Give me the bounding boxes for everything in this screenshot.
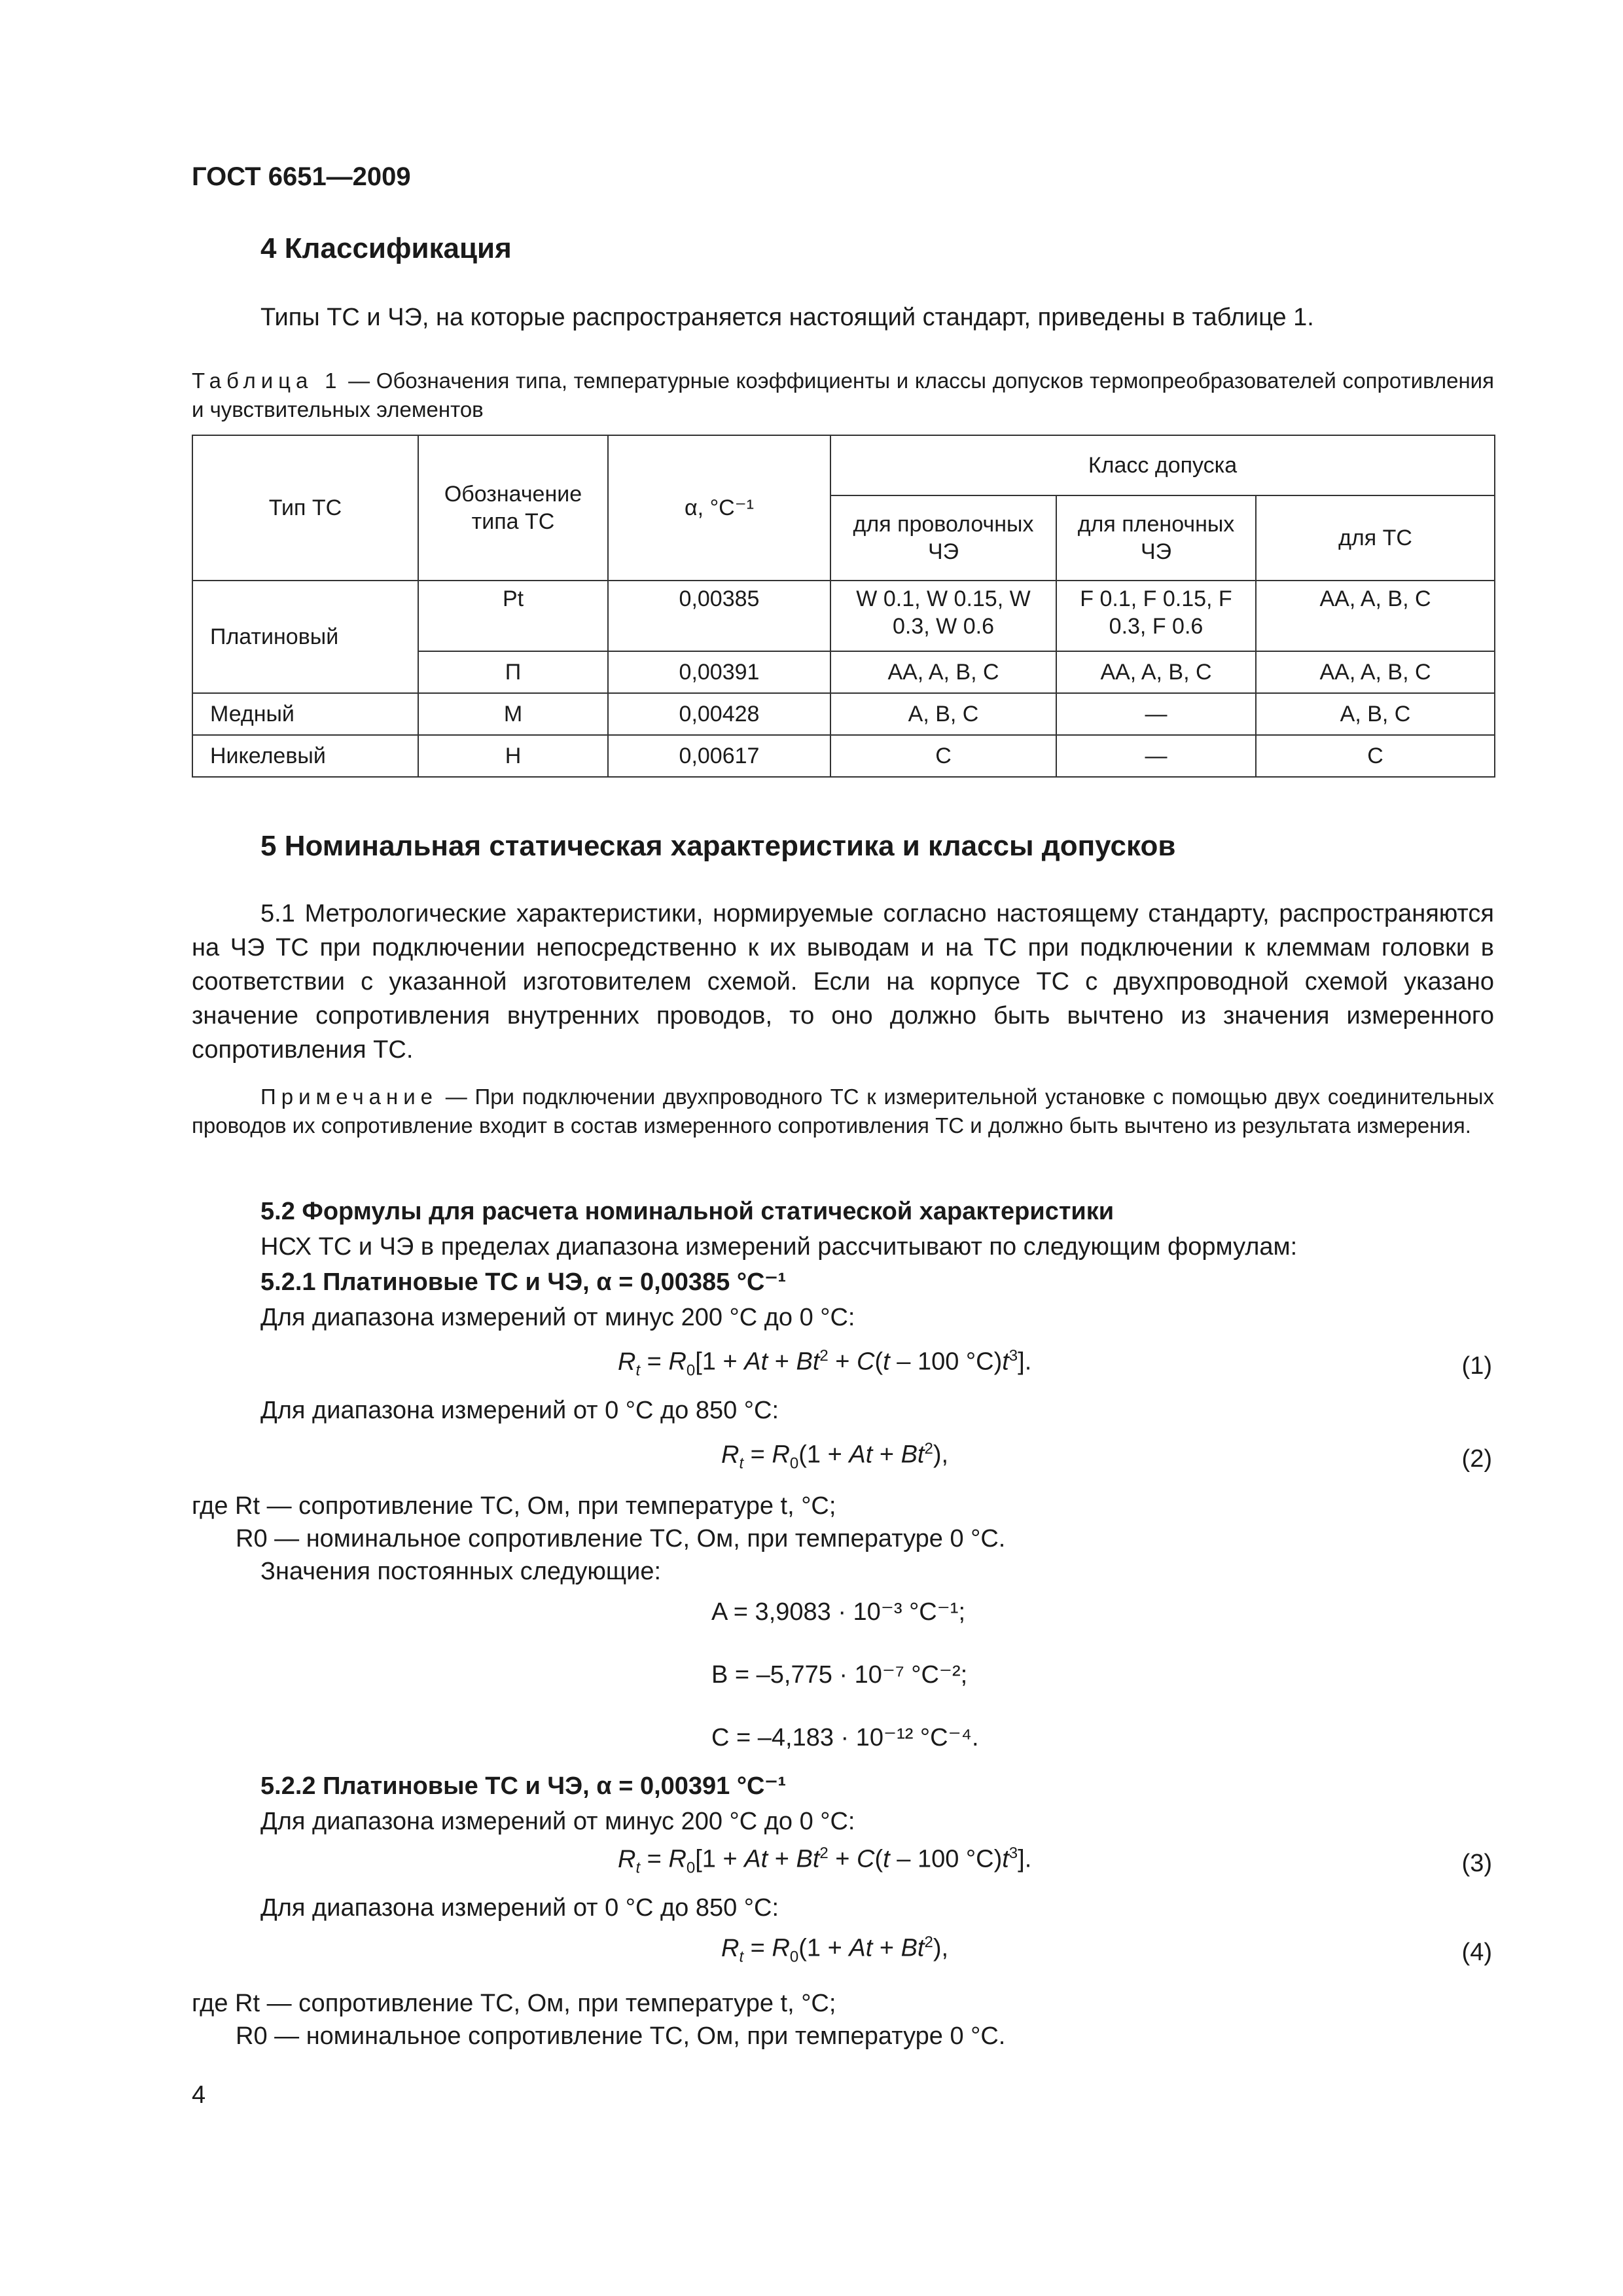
cell-film: — [1056,735,1256,777]
heading-5-2-2: 5.2.2 Платиновые ТС и ЧЭ, α = 0,00391 °С⁻¹ [260,1772,787,1800]
constant-b: B = –5,775 · 10⁻⁷ °С⁻²; [711,1661,968,1689]
where-rt-1: где Rt — сопротивление ТС, Ом, при температуре t, °С; [192,1492,836,1520]
cell-type: Никелевый [192,735,418,777]
cell-ts: A, B, C [1256,693,1495,735]
table-row [192,581,1495,651]
paragraph-5-2: НСХ ТС и ЧЭ в пределах диапазона измерений рассчитывают по следующим формулам: [260,1233,1298,1261]
section-4-title: 4 Классификация [260,232,512,264]
heading-5-2: 5.2 Формулы для расчета номинальной статической характеристики [260,1198,1115,1225]
col-header-type: Тип ТС [192,435,418,581]
equation-2: $R_t = R_0(1 + At + Bt^2)$, [721,1440,949,1473]
cell-film: F 0.1, F 0.15, F 0.3, F 0.6 [1056,581,1256,651]
constant-c: C = –4,183 · 10⁻¹² °С⁻⁴. [711,1724,979,1751]
cell-alpha: 0,00617 [608,735,830,777]
cell-designation: П [418,651,608,693]
table-caption-lead: Таблица 1 [192,368,342,393]
tolerance-table [192,435,1495,778]
equation-3: $R_t = R_0[1 + At + Bt^2 + C(t - 100$ $^\circ С)t^3$]. [618,1844,1032,1877]
equation-1-number: (1) [1461,1352,1492,1380]
cell-wire: A, B, C [830,693,1056,735]
where-r0-2: R0 — номинальное сопротивление ТС, Ом, при температуре 0 °С. [236,2022,1006,2050]
equation-4: $R_t = R_0(1 + At + Bt^2)$, [721,1933,949,1966]
table-caption [192,367,1494,424]
cell-designation: Н [418,735,608,777]
cell-ts: C [1256,735,1495,777]
col-header-class: Класс допуска [830,435,1495,495]
col-header-alpha: α, °С⁻¹ [608,435,830,581]
cell-wire: W 0.1, W 0.15, W 0.3, W 0.6 [830,581,1056,651]
section-5-title: 5 Номинальная статическая характеристика и классы допусков [260,830,1176,862]
constants-intro: Значения постоянных следующие: [260,1558,662,1585]
equation-4-number: (4) [1461,1939,1492,1966]
equation-3-number: (3) [1461,1850,1492,1877]
page-number: 4 [192,2081,206,2109]
equation-1: $R_t = R_0[1 + At + Bt^2 + C(t - 100$ $^\circ С)t^3$]. [618,1347,1032,1380]
cell-alpha: 0,00428 [608,693,830,735]
range-negative-1: Для диапазона измерений от минус 200 °С до 0 °С: [260,1304,855,1331]
where-r0-1: R0 — номинальное сопротивление ТС, Ом, при температуре 0 °С. [236,1525,1006,1552]
document-id: ГОСТ 6651—2009 [192,162,411,191]
table-row [192,735,1495,777]
note-text: — При подключении двухпроводного ТС к измерительной установке с помощью двух соединительных проводов их сопротивление входит в состав измеренного сопротивления ТС и должно быть вычтено из результата измерения. [192,1085,1494,1138]
cell-alpha: 0,00391 [608,651,830,693]
col-header-film: для пленочных ЧЭ [1056,495,1256,581]
range-positive-2: Для диапазона измерений от 0 °С до 850 °С: [260,1894,779,1922]
range-negative-2: Для диапазона измерений от минус 200 °С до 0 °С: [260,1808,855,1835]
col-header-designation: Обозначение типа ТС [418,435,608,581]
where-rt-2: где Rt — сопротивление ТС, Ом, при температуре t, °С; [192,1990,836,2017]
note [192,1083,1494,1140]
section-4-intro: Типы ТС и ЧЭ, на которые распространяется настоящий стандарт, приведены в таблице 1. [260,304,1314,331]
cell-ts: AA, A, B, C [1256,581,1495,651]
range-positive-1: Для диапазона измерений от 0 °С до 850 °С: [260,1397,779,1424]
table-row [192,693,1495,735]
heading-5-2-1: 5.2.1 Платиновые ТС и ЧЭ, α = 0,00385 °С⁻¹ [260,1268,787,1296]
cell-film: — [1056,693,1256,735]
cell-ts: AA, A, B, C [1256,651,1495,693]
cell-designation: Pt [418,581,608,651]
constant-a: A = 3,9083 · 10⁻³ °С⁻¹; [711,1598,965,1626]
cell-wire: C [830,735,1056,777]
cell-type: Платиновый [192,581,418,693]
cell-alpha: 0,00385 [608,581,830,651]
cell-designation: М [418,693,608,735]
col-header-wire: для проволочных ЧЭ [830,495,1056,581]
col-header-ts: для ТС [1256,495,1495,581]
cell-film: AA, A, B, C [1056,651,1256,693]
table-caption-text: — Обозначения типа, температурные коэффициенты и классы допусков термопреобразователей сопротивления и чувствительных элементов [192,368,1494,422]
cell-type: Медный [192,693,418,735]
equation-2-number: (2) [1461,1445,1492,1473]
cell-wire: AA, A, B, C [830,651,1056,693]
paragraph-5-1: 5.1 Метрологические характеристики, нормируемые согласно настоящему стандарту, распространяются на ЧЭ ТС при подключении непосредственно к их выводам и на ТС при подключении к клеммам головки в соответствии с указанной изготовителем схемой. Если на корпусе ТС с двухпроводной схемой указано значение сопротивления внутренних проводов, то оно должно быть вычтено из значения измеренного сопротивления ТС. [192,900,1494,1064]
note-lead: Примечание [260,1085,438,1109]
